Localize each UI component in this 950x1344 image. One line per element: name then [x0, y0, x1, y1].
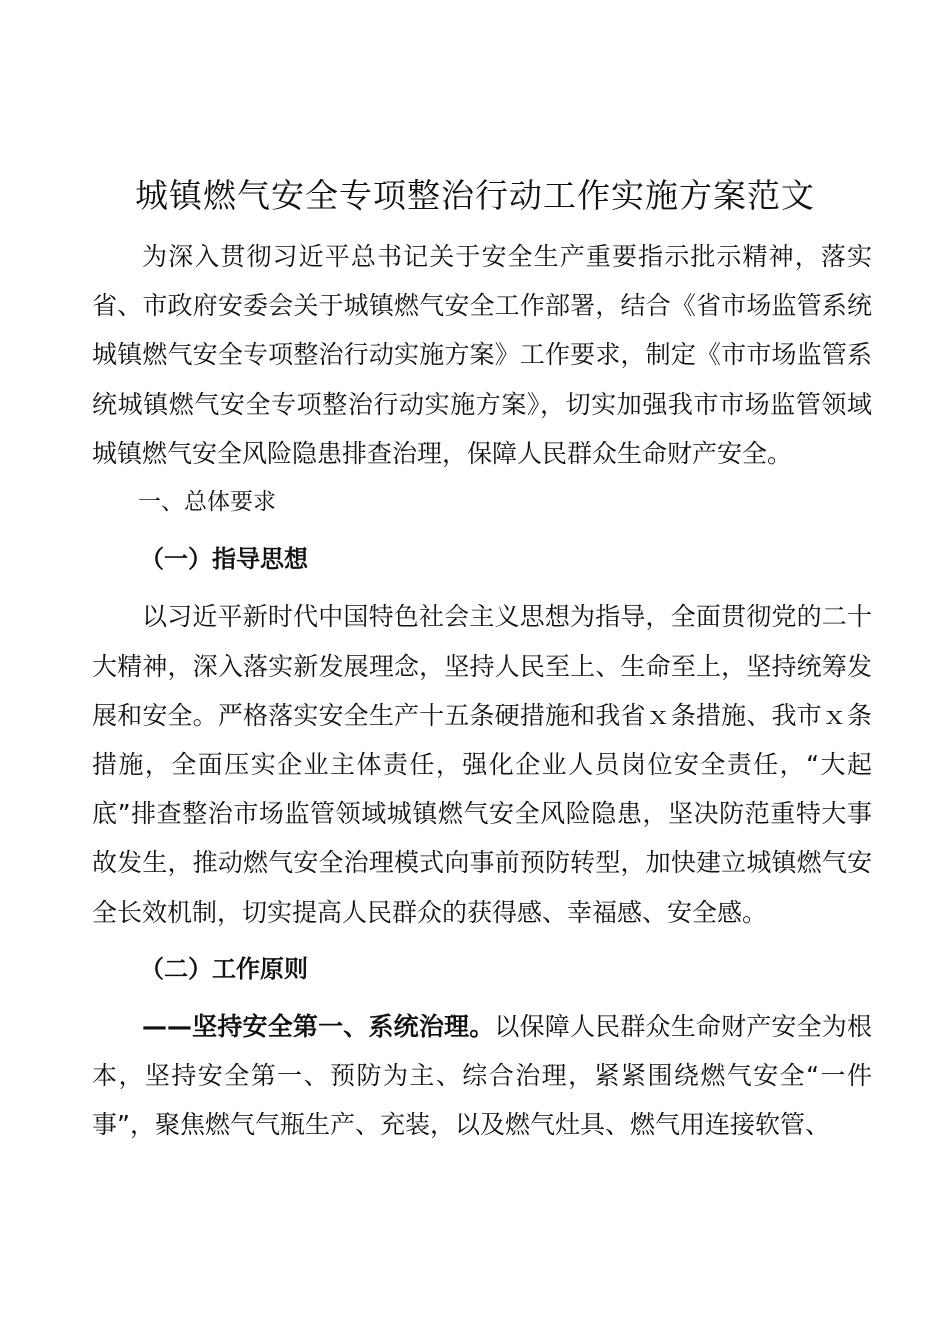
- document-body: [92, 232, 872, 1150]
- document-title: 城镇燃气安全专项整治行动工作实施方案范文: [135, 176, 815, 215]
- section-heading-overall-requirements: 一、总体要求: [138, 489, 276, 516]
- principle-paragraph: [92, 1002, 872, 1150]
- principle-lead-text: ——坚持安全第一、系统治理。: [142, 1012, 495, 1042]
- subsection-heading-guiding-ideology: （一）指导思想: [140, 545, 308, 574]
- principle-body-text: 以保障人民群众生命财产安全为根本，坚持安全第一、预防为主、综合治理，紧紧围绕燃气安全“一件事”，聚焦燃气气瓶生产、充装，以及燃气灶具、燃气用连接软管、: [92, 1012, 872, 1140]
- intro-paragraph: 为深入贯彻习近平总书记关于安全生产重要指示批示精神，落实省、市政府安委会关于城镇燃气安全工作部署，结合《省市场监管系统城镇燃气安全专项整治行动实施方案》工作要求，制定《市市场监管系统城镇燃气安全专项整治行动实施方案》，切实加强我市市场监管领域城镇燃气安全风险隐患排查治理，保障人民群众生命财产安全。: [92, 242, 872, 468]
- guiding-ideology-paragraph: 以习近平新时代中国特色社会主义思想为指导，全面贯彻党的二十大精神，深入落实新发展理念，坚持人民至上、生命至上，坚持统筹发展和安全。严格落实安全生产十五条硬措施和我省ｘ条措施、我市ｘ条措施，全面压实企业主体责任，强化企业人员岗位安全责任，“大起底”排查整治市场监管领域城镇燃气安全风险隐患，坚决防范重特大事故发生，推动燃气安全治理模式向事前预防转型，加快建立城镇燃气安全长效机制，切实提高人民群众的获得感、幸福感、安全感。: [92, 602, 872, 927]
- subsection-heading-working-principles: （二）工作原则: [140, 954, 308, 983]
